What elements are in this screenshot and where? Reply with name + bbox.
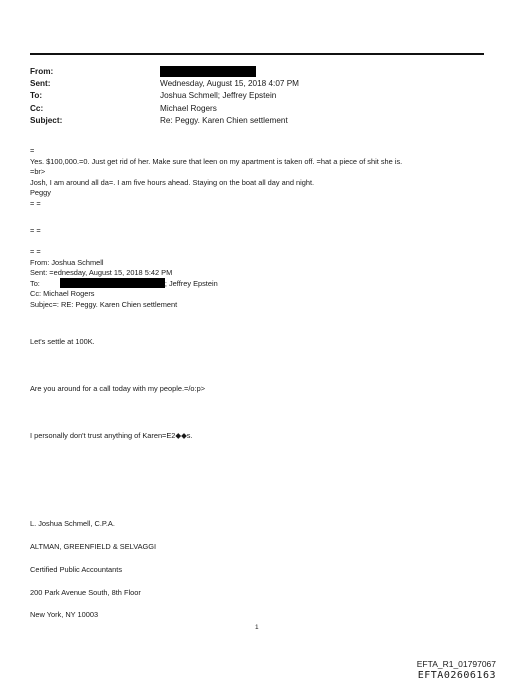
quoted-from: From: Joshua Schmell: [30, 257, 104, 267]
header-divider: [30, 53, 484, 55]
header-to-row: [30, 90, 299, 102]
quoted-to: [30, 279, 218, 290]
subject-value: Re: Peggy. Karen Chien settlement: [160, 115, 288, 125]
message-line: =: [30, 146, 35, 155]
quoted-paragraph: Are you around for a call today with my people.=/o:p>: [30, 384, 206, 393]
to-value: Joshua Schmell; Jeffrey Epstein: [160, 91, 277, 101]
quoted-subject: Subjec=: RE: Peggy. Karen Chien settlement: [30, 299, 178, 309]
from-value: [160, 66, 256, 78]
signature-title: Certified Public Accountants: [30, 565, 123, 574]
cc-value: Michael Rogers: [160, 103, 217, 113]
message-line: = =: [30, 247, 41, 256]
signature-address2: New York, NY 10003: [30, 610, 99, 619]
signature-address1: 200 Park Avenue South, 8th Floor: [30, 588, 141, 597]
message-line: Josh, I am around all da=. I am five hours ahead. Staying on the boat all day and night.: [30, 177, 315, 187]
quoted-to-value: ; Jeffrey Epstein: [164, 278, 218, 288]
sent-label: Sent:: [30, 79, 51, 89]
message-line: = =: [30, 198, 41, 208]
redaction-box: [60, 278, 165, 288]
header-cc-row: [30, 103, 299, 115]
message-line: Yes. $100,000.=0. Just get rid of her. Make sure that leen on my apartment is taken off. =hat a piece of shit she is.: [30, 156, 403, 166]
quoted-paragraph: Let's settle at 100K.: [30, 337, 95, 346]
subject-label: Subject:: [30, 115, 63, 125]
message-line: = =: [30, 226, 41, 235]
message-line: Peggy: [30, 188, 51, 198]
message-line: =br>: [30, 167, 46, 177]
message-body: [30, 146, 402, 210]
header-sent-row: [30, 78, 299, 90]
to-label: To:: [30, 91, 43, 101]
from-label: From:: [30, 67, 54, 76]
quoted-to-label: To:: [30, 278, 40, 288]
spacer-marks: [30, 226, 41, 237]
quoted-paragraph: I personally don't trust anything of Karen=E2◆◆s.: [30, 431, 193, 440]
redaction-box: [160, 66, 256, 77]
page-number: 1: [255, 624, 259, 631]
quoted-sent: Sent: =ednesday, August 15, 2018 5:42 PM: [30, 268, 173, 278]
sent-value: Wednesday, August 15, 2018 4:07 PM: [160, 79, 299, 89]
signature-firm: ALTMAN, GREENFIELD & SELVAGGI: [30, 542, 157, 551]
email-header: [30, 66, 299, 127]
quoted-cc: Cc: Michael Rogers: [30, 289, 95, 299]
cc-label: Cc:: [30, 103, 44, 113]
quoted-header: [30, 247, 218, 311]
signature-name: L. Joshua Schmell, C.P.A.: [30, 519, 115, 528]
header-from-row: [30, 66, 299, 78]
header-subject-row: [30, 115, 299, 127]
bates-stamp-secondary: EFTA02606163: [417, 670, 496, 681]
bates-stamp-primary: EFTA_R1_01797067: [416, 659, 496, 669]
